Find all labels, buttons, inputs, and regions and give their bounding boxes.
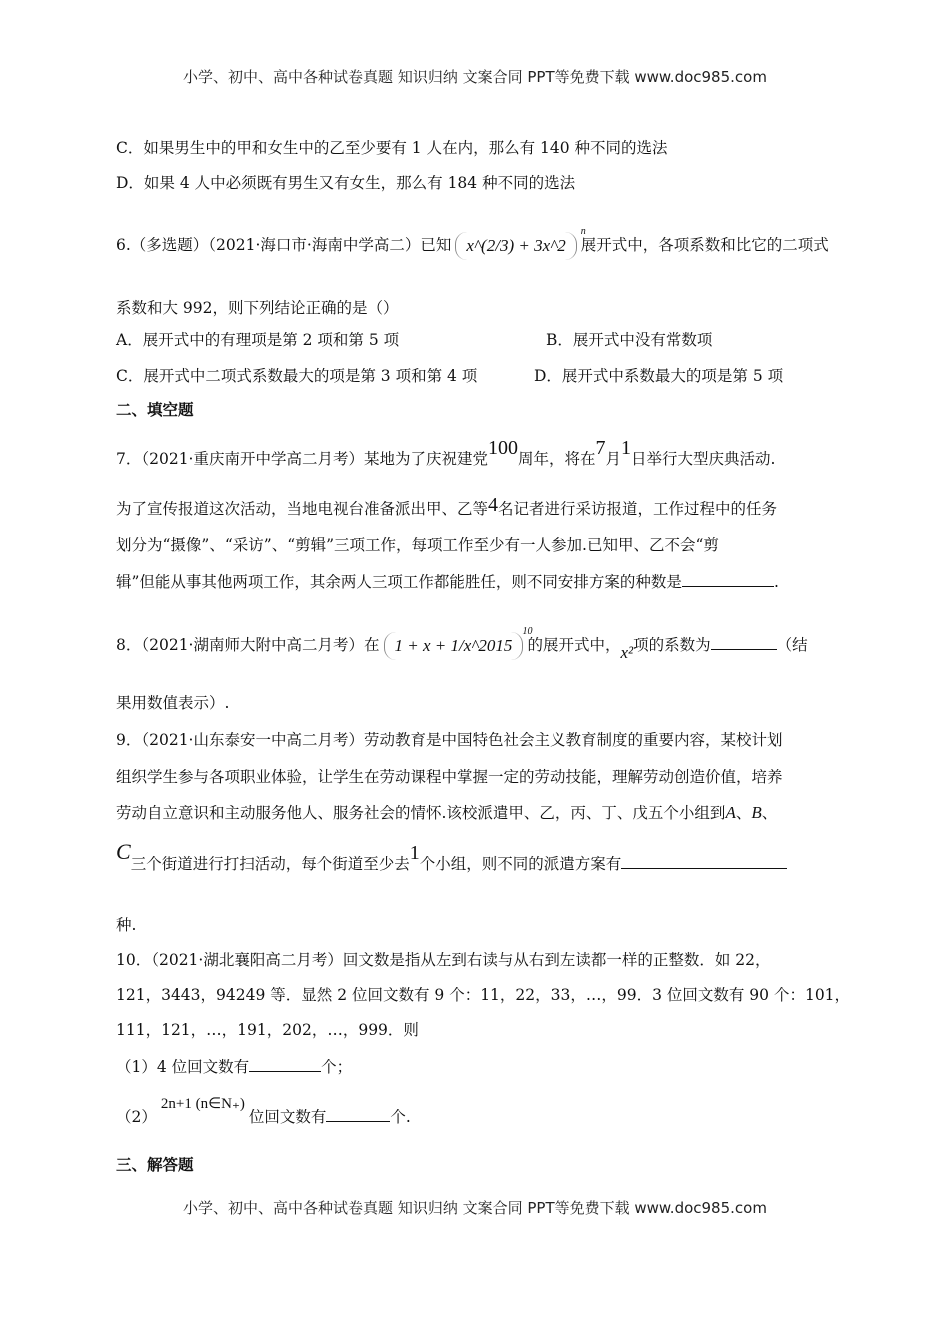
q6-formula (455, 226, 586, 260)
num: 4 (488, 494, 499, 516)
t: 个. (390, 1108, 411, 1126)
q10-line3: 111，121，…，191，202，…，999．则 (116, 1021, 419, 1039)
section-fill-blank: 二、填空题 (116, 400, 194, 419)
q10-line1: 10．（2021·湖北襄阳高二月考）回文数是指从左到右读与从右到左读都一样的正整数．如 22， (116, 951, 771, 969)
t: （结 (776, 636, 808, 654)
answer-blank[interactable] (711, 635, 777, 650)
formula-exponent: 10 (522, 626, 533, 637)
t: 7．（2021·重庆南开中学高二月考）某地为了庆祝建党 (116, 450, 488, 468)
q9-line5: 种. (116, 916, 137, 934)
q8-line1 (116, 626, 808, 662)
t: 辑”但能从事其他两项工作，其余两人三项工作都能胜任，则不同安排方案的种数是 (116, 573, 682, 591)
t: 项的系数为 (633, 636, 711, 654)
q6-option-c: C．展开式中二项式系数最大的项是第 3 项和第 4 项 (116, 367, 478, 385)
q9-line1: 9．（2021·山东泰安一中高二月考）劳动教育是中国特色社会主义教育制度的重要内容，某校计划 (116, 731, 783, 749)
t: 月 (605, 450, 622, 468)
q10-line2: 121，3443，94249 等．显然 2 位回文数有 9 个：11，22，33，…，99．3 位回文数有 90 个：101， (116, 986, 851, 1004)
formula-text: x^(2/3) + 3x^2 (466, 236, 566, 255)
q8-formula (384, 626, 533, 660)
num: 100 (488, 437, 518, 459)
t: . (773, 573, 779, 591)
formula: 2n+1 (n∈N₊) (160, 1096, 245, 1112)
formula-text: 1 + x + 1/x^2015 (394, 636, 513, 655)
t: 、 (761, 804, 778, 822)
q6-option-b: B．展开式中没有常数项 (546, 331, 713, 349)
answer-blank[interactable] (621, 854, 787, 869)
answer-blank[interactable] (326, 1107, 390, 1122)
q5-option-d: D．如果 4 人中必须既有男生又有女生，那么有 184 种不同的选法 (116, 174, 576, 192)
q10-sub2 (116, 1096, 411, 1128)
q9-line3 (116, 803, 777, 823)
formula-exponent: n (580, 226, 586, 237)
answer-blank[interactable] (249, 1057, 321, 1072)
q6-stem-2: 系数和大 992，则下列结论正确的是（） (116, 299, 399, 317)
q10-sub1 (116, 1057, 352, 1077)
x-squared: x² (620, 643, 634, 662)
q6-text: 展开式中，各项系数和比它的二项式 (580, 236, 829, 254)
t: 8．（2021·湖南师大附中高二月考）在 (116, 636, 380, 654)
t: 三个街道进行打扫活动，每个街道至少去 (130, 855, 410, 873)
t: （2） (116, 1108, 157, 1126)
section-answer: 三、解答题 (116, 1155, 194, 1174)
t: 、 (735, 804, 752, 822)
page-footer: 小学、初中、高中各种试卷真题 知识归纳 文案合同 PPT等免费下载 www.doc985.com (183, 1199, 767, 1217)
page-header: 小学、初中、高中各种试卷真题 知识归纳 文案合同 PPT等免费下载 www.doc985.com (183, 68, 767, 86)
t: 劳动自立意识和主动服务他人、服务社会的情怀.该校派遣甲、乙，丙、丁、戊五个小组到 (116, 804, 726, 822)
q7-line3: 划分为“摄像”、“采访”、“剪辑”三项工作，每项工作至少有一人参加.已知甲、乙不会“剪 (116, 536, 719, 554)
t: 周年，将在 (518, 450, 596, 468)
t: 名记者进行采访报道，工作过程中的任务 (498, 500, 778, 518)
t: C (116, 839, 131, 864)
q7-line1 (116, 437, 776, 469)
q6-option-d: D．展开式中系数最大的项是第 5 项 (534, 367, 784, 385)
q6-option-a: A．展开式中的有理项是第 2 项和第 5 项 (116, 331, 400, 349)
q9-line2: 组织学生参与各项职业体验，让学生在劳动课程中掌握一定的劳动技能，理解劳动创造价值，培养 (116, 768, 783, 786)
q9-line4 (116, 839, 787, 874)
t: A (725, 803, 736, 822)
q7-line2 (116, 494, 778, 519)
t: 的展开式中， (527, 636, 621, 654)
t: 个； (321, 1058, 353, 1076)
num: 1 (621, 437, 632, 459)
q6-stem (116, 226, 829, 260)
t: 个小组，则不同的派遣方案有 (419, 855, 622, 873)
num: 1 (409, 842, 420, 864)
num: 7 (595, 437, 606, 459)
q6-intro: 6.（多选题）（2021·海口市·海南中学高二）已知 (116, 236, 452, 254)
t: （1）4 位回文数有 (116, 1058, 250, 1076)
t: 位回文数有 (248, 1108, 327, 1126)
t: B (751, 803, 762, 822)
q8-line2: 果用数值表示）. (116, 694, 230, 712)
q5-option-c: C．如果男生中的甲和女生中的乙至少要有 1 人在内，那么有 140 种不同的选法 (116, 139, 668, 157)
answer-blank[interactable] (682, 572, 774, 587)
q7-line4 (116, 572, 779, 592)
t: 为了宣传报道这次活动，当地电视台准备派出甲、乙等 (116, 500, 489, 518)
t: 日举行大型庆典活动. (631, 450, 776, 468)
